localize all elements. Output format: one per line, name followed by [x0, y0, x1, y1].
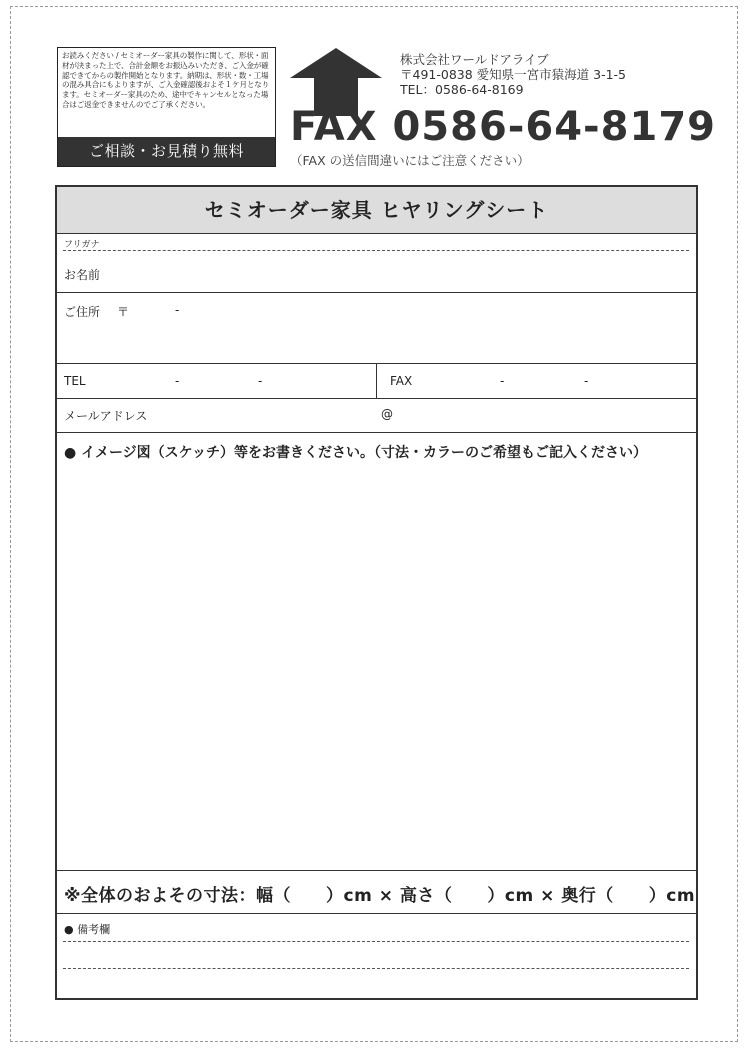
company-name: 株式会社ワールドアライブ	[400, 52, 549, 67]
dimensions-label: ※全体のおよその寸法：幅（ ）cm × 高さ（ ）cm × 奥行（ ）cm	[64, 886, 696, 906]
fax-dash: -	[500, 374, 505, 388]
postal-dash: -	[175, 303, 180, 317]
furigana-label: フリガナ	[64, 240, 100, 250]
fax-label: FAX	[390, 374, 413, 388]
company-address: 〒491-0838 愛知県一宮市猿海道 3-1-5	[400, 67, 627, 82]
tel-label: TEL	[64, 374, 86, 388]
tel-dash: -	[258, 374, 263, 388]
company-tel: TEL：0586-64-8169	[400, 82, 524, 97]
remarks-line	[63, 941, 689, 942]
notice-text: お読みください / セミオーダー家具の製作に関して、形状・面材が決まった上で、合計金額をお振込みいただき、ご入金が確認できてからの製作開始となります。納期は、形状・数・工場の混み具合にもよりますが、ご入金確認後およそ１ケ月となります。セミオーダー家具のため、途中でキャンセルとなった場合はご返金できませんのでご了承ください。	[62, 51, 270, 109]
postal-mark: 〒	[117, 305, 130, 319]
email-label: メールアドレス	[64, 409, 148, 423]
remarks-line	[63, 968, 689, 969]
sheet-title: セミオーダー家具 ヒヤリングシート	[57, 187, 696, 234]
fax-dash: -	[584, 374, 589, 388]
divider	[57, 913, 696, 914]
tel-fax-divider	[376, 363, 377, 398]
name-label: お名前	[64, 268, 101, 282]
email-at: @	[381, 407, 393, 421]
address-label: ご住所	[64, 305, 101, 319]
company-info	[400, 52, 626, 97]
notice-box	[57, 47, 276, 167]
remarks-label: ● 備考欄	[64, 923, 111, 936]
hearing-sheet	[55, 185, 698, 1000]
divider	[57, 398, 696, 399]
fax-number: FAX 0586-64-8179	[290, 104, 716, 150]
sketch-instruction: ● イメージ図（スケッチ）等をお書きください。（寸法・カラーのご希望もご記入ください）	[64, 445, 647, 461]
divider	[57, 870, 696, 871]
free-consultation-banner: ご相談・お見積り無料	[58, 137, 275, 166]
furigana-line	[63, 250, 689, 251]
divider	[57, 292, 696, 293]
fax-caution: （FAX の送信間違いにはご注意ください）	[290, 153, 530, 168]
divider	[57, 432, 696, 433]
tel-dash: -	[175, 374, 180, 388]
